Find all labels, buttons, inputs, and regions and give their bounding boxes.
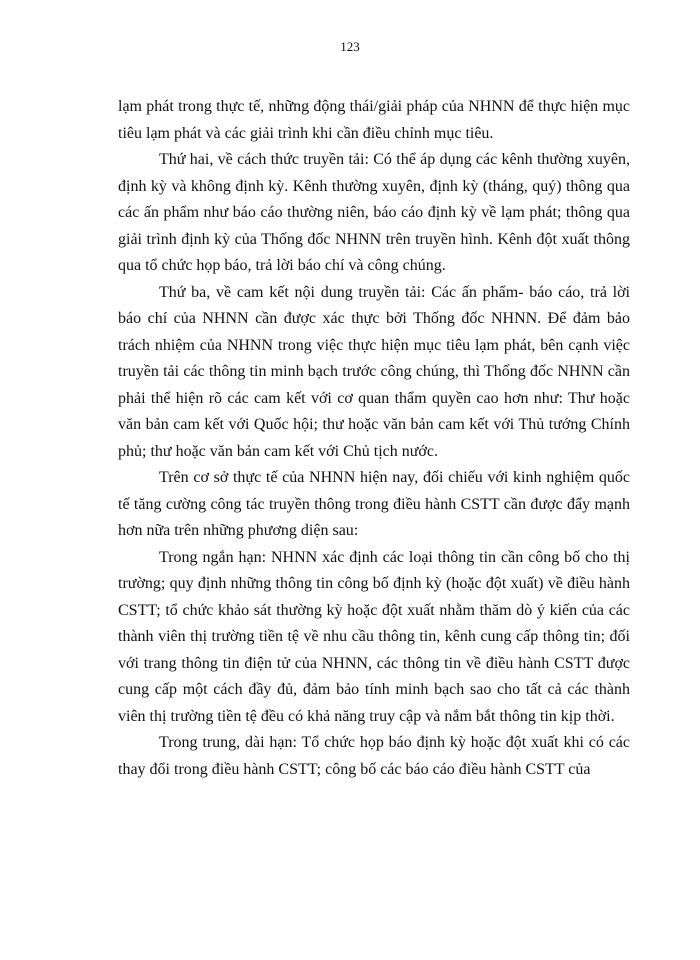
page-number: 123 <box>340 39 360 54</box>
paragraph-continuation: lạm phát trong thực tế, những động thái/giải pháp của NHNN để thực hiện mục tiêu lạm phát và các giải trình khi cần điều chỉnh mục tiêu. <box>118 98 630 142</box>
paragraph-practical-basis: Trên cơ sở thực tế của NHNN hiện nay, đối chiếu với kinh nghiệm quốc tế tăng cường công tác truyền thông trong điều hành CSTT cần được đẩy mạnh hơn nữa trên những phương diện sau: <box>118 469 630 539</box>
paragraph-short-term: Trong ngắn hạn: NHNN xác định các loại thông tin cần công bố cho thị trường; quy định những thông tin công bố định kỳ (hoặc đột xuất) về điều hành CSTT; tổ chức khảo sát thường kỳ hoặc đột xuất nhằm thăm dò ý kiến của các thành viên thị trường tiền tệ về nhu cầu thông tin, kênh cung cấp thông tin; đối với trang thông tin điện tử của NHNN, các thông tin về điều hành CSTT được cung cấp một cách đầy đủ, đảm bảo tính minh bạch sao cho tất cả các thành viên thị trường tiền tệ đều có khả năng truy cập và nắm bắt thông tin kịp thời. <box>118 548 630 725</box>
document-body <box>118 94 630 783</box>
paragraph-transmission-method: Thứ hai, về cách thức truyền tải: Có thể áp dụng các kênh thường xuyên, định kỳ và không định kỳ. Kênh thường xuyên, định kỳ (tháng, quý) thông qua các ấn phẩm như báo cáo thường niên, báo cáo định kỳ về lạm phát; thông qua giải trình định kỳ của Thống đốc NHNN trên truyền hình. Kênh đột xuất thông qua tổ chức họp báo, trả lời báo chí và công chúng. <box>118 151 630 274</box>
paragraph-content-commitment: Thứ ba, về cam kết nội dung truyền tải: Các ấn phẩm- báo cáo, trả lời báo chí của NHNN cần được xác thực bởi Thống đốc NHNN. Để đảm bảo trách nhiệm của NHNN trong việc thực hiện mục tiêu lạm phát, bên cạnh việc truyền tải các thông tin minh bạch trước công chúng, thì Thống đốc NHNN cần phải thể hiện rõ các cam kết với cơ quan thẩm quyền cao hơn như: Thư hoặc văn bản cam kết với Quốc hội; thư hoặc văn bản cam kết với Thủ tướng Chính phủ; thư hoặc văn bản cam kết với Chủ tịch nước. <box>118 283 630 460</box>
paragraph-medium-long-term: Trong trung, dài hạn: Tổ chức họp báo định kỳ hoặc đột xuất khi có các thay đổi trong điều hành CSTT; công bố các báo cáo điều hành CSTT của <box>118 734 630 778</box>
